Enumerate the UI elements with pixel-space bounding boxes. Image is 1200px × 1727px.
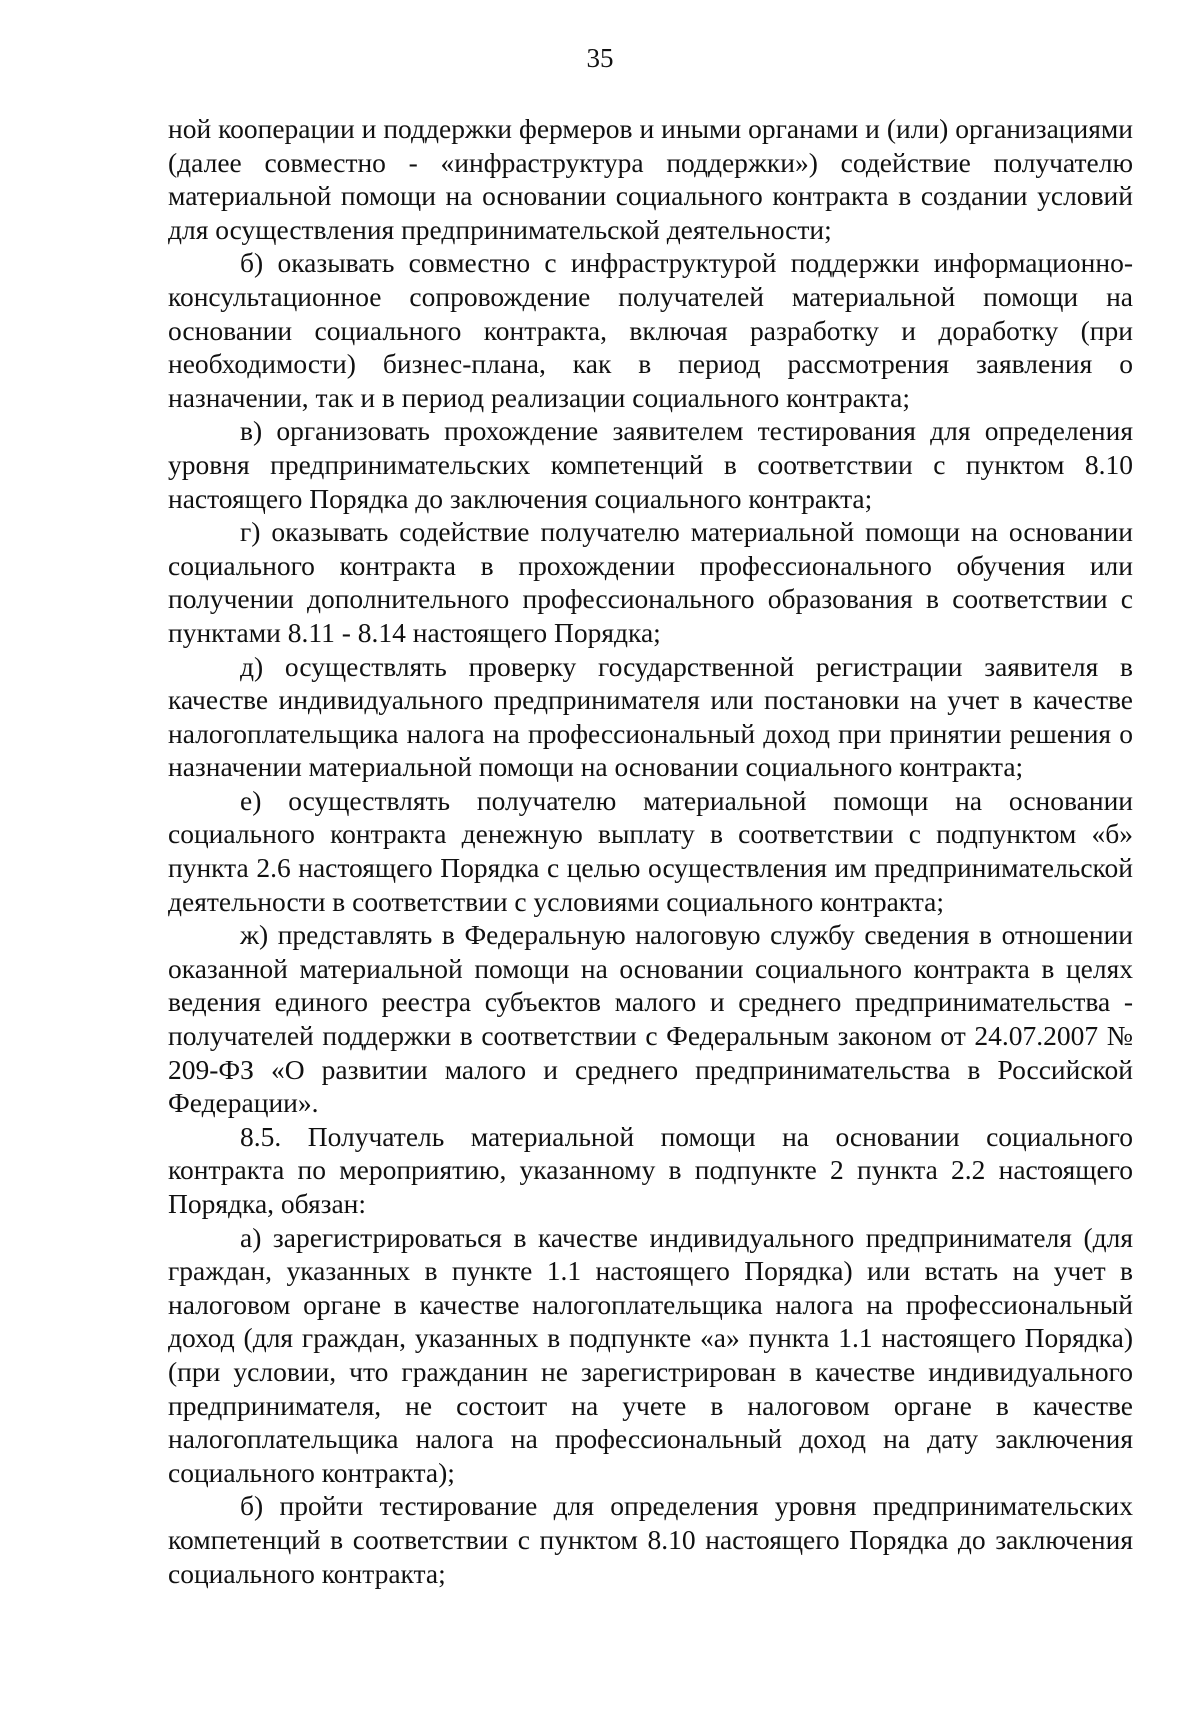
page-number: 35 (586, 43, 614, 73)
paragraph-item-zh: ж) представлять в Федеральную налоговую службу сведения в отношении оказанной материальной помощи на основании социального контракта в целях ведения единого реестра субъектов малого и среднего предпринимательства - получателей поддержки в соответствии с Федеральным законом от 24.07.2007 № 209-ФЗ «О развитии малого и среднего предпринимательства в Российской Федерации». (168, 919, 1133, 1119)
paragraph-item-b: б) оказывать совместно с инфраструктурой поддержки информационно-консультационное сопровождение получателей материальной помощи на основании социального контракта, включая разработку и доработку (при необходимости) бизнес-плана, как в период рассмотрения заявления о назначении, так и в период реализации социального контракта; (168, 247, 1133, 413)
document-body (168, 112, 1133, 1590)
paragraph-section-8-5: 8.5. Получатель материальной помощи на основании социального контракта по мероприятию, указанному в подпункте 2 пункта 2.2 настоящего Порядка, обязан: (168, 1120, 1133, 1219)
paragraph-continuation: ной кооперации и поддержки фермеров и иными органами и (или) организациями (далее совместно - «инфраструктура поддержки») содействие получателю материальной помощи на основании социального контракта в создании условий для осуществления предпринимательской деятельности; (168, 113, 1133, 245)
paragraph-8-5-item-b: б) пройти тестирование для определения уровня предпринимательских компетенций в соответствии с пунктом 8.10 настоящего Порядка до заключения социального контракта; (168, 1490, 1133, 1589)
paragraph-item-g: г) оказывать содействие получателю материальной помощи на основании социального контракта в прохождении профессионального обучения или получении дополнительного профессионального образования в соответствии с пунктами 8.11 - 8.14 настоящего Порядка; (168, 516, 1133, 648)
paragraph-8-5-item-a: а) зарегистрироваться в качестве индивидуального предпринимателя (для граждан, указанных в пункте 1.1 настоящего Порядка) или встать на учет в налоговом органе в качестве налогоплательщика налога на профессиональный доход (для граждан, указанных в подпункте «а» пункта 1.1 настоящего Порядка) (при условии, что гражданин не зарегистрирован в качестве индивидуального предпринимателя, не состоит на учете в налоговом органе в качестве налогоплательщика налога на профессиональный доход на дату заключения социального контракта); (168, 1221, 1133, 1488)
paragraph-item-d: д) осуществлять проверку государственной регистрации заявителя в качестве индивидуального предпринимателя или постановки на учет в качестве налогоплательщика налога на профессиональный доход при принятии решения о назначении материальной помощи на основании социального контракта; (168, 650, 1133, 783)
paragraph-item-v: в) организовать прохождение заявителем тестирования для определения уровня предпринимательских компетенций в соответствии с пунктом 8.10 настоящего Порядка до заключения социального контракта; (168, 415, 1133, 514)
paragraph-item-e: е) осуществлять получателю материальной помощи на основании социального контракта денежную выплату в соответствии с подпунктом «б» пункта 2.6 настоящего Порядка с целью осуществления им предпринимательской деятельности в соответствии с условиями социального контракта; (168, 784, 1133, 917)
